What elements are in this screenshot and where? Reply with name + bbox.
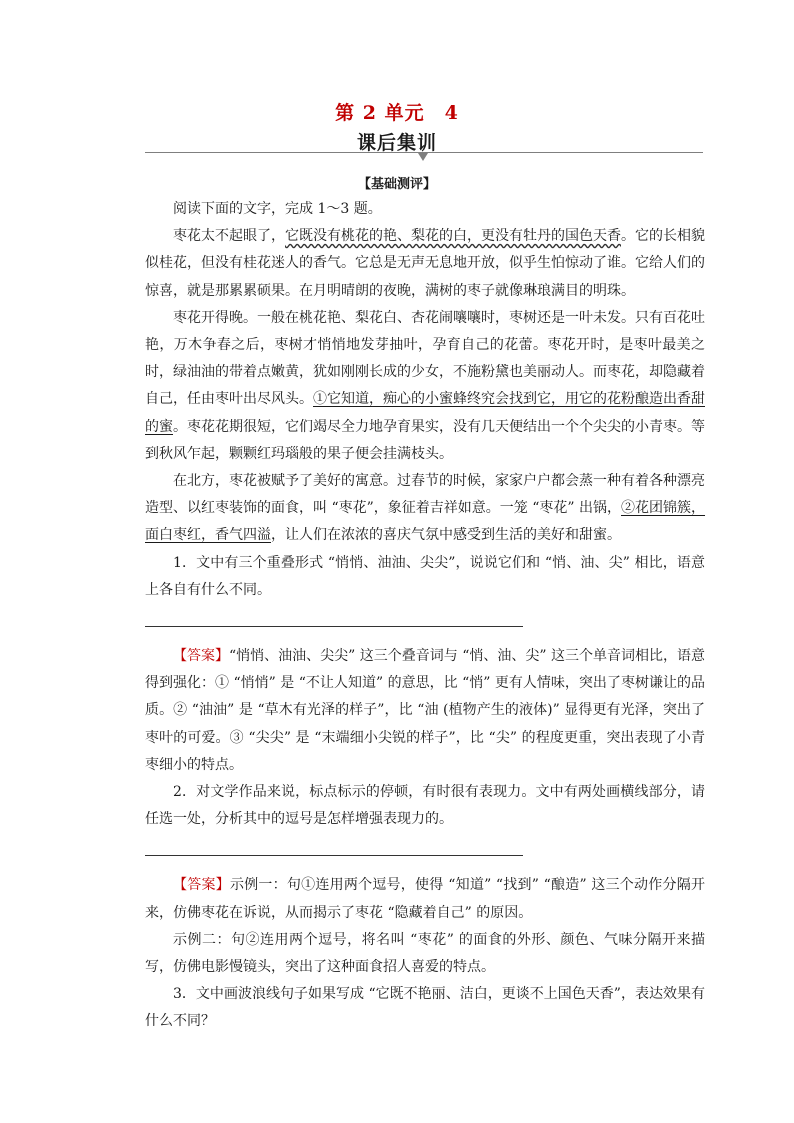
paragraph-text: 枣花太不起眼了， [173, 228, 285, 245]
paragraph-text: 。枣花花期很短，它们竭尽全力地孕育果实，没有几天便结出一个个尖尖的小青枣。等到秋风乍起，颗颗红玛瑙般的果子便会挂满枝头。 [145, 418, 705, 462]
question-2: 2．对文学作品来说，标点标示的停顿，有时很有表现力。文中有两处画横线部分，请任选一处，分析其中的逗号是怎样增强表现力的。 [145, 784, 705, 828]
answer-tag: 【答案】 [173, 648, 230, 665]
reading-intro: 阅读下面的文字，完成 1～3 题。 [173, 201, 382, 217]
paragraph-text: 枣花开得晚。一般在桃花艳、梨花白、杏花闹嚷嚷时，枣树还是一叶未发。只有百花吐艳，万木争春之后，枣树才悄悄地发芽抽叶，孕育自己的花蕾。枣花开时，是枣叶最美之时，绿油油的带着点嫩黄，犹如刚刚长成的少女，不施粉黛也美丽动人。而枣花，却隐藏着自己，任由枣叶出尽风头。 [145, 309, 705, 408]
answer-blank-line [145, 855, 523, 856]
reading-paragraph-2 [145, 305, 705, 468]
reading-paragraph-1 [145, 223, 705, 305]
subsection-heading: 【基础测评】 [357, 177, 436, 192]
answer-tag: 【答案】 [173, 877, 230, 894]
underlined-sentence-2: ②花团锦簇，面白枣红，香气四溢 [145, 500, 706, 544]
paragraph-text: 在北方，枣花被赋予了美好的寓意。过春节的时候，家家户户都会蒸一种有着各种漂亮造型、以红枣装饰的面食，叫 “枣花”，象征着吉祥如意。一笼 “枣花” 出锅， [145, 473, 705, 517]
answer-text: “悄悄、油油、尖尖” 这三个叠音词与 “悄、油、尖” 这三个单音词相比，语意得到强化：① “悄悄” 是 “不让人知道” 的意思，比 “悄” 更有人情味，突出了枣树谦让的品质。② “油油” 是 “草木有光泽的样子”，比 “油 (植物产生的液体)” 显得更有光泽，突出了枣叶的可爱。③ “尖尖” 是 “末端细小尖锐的样子”，比 “尖” 的程度更重，突出表现了小青枣细小的特点。 [145, 648, 706, 773]
wavy-underlined-sentence: 它既没有桃花的艳、梨花的白，更没有牡丹的国色天香 [285, 228, 621, 245]
document-body [145, 196, 705, 1036]
question-1: 1．文中有三个重叠形式 “悄悄、油油、尖尖”，说说它们和 “悄、油、尖” 相比，语意上各自有什么不同。 [145, 554, 705, 598]
question-3: 3．文中画波浪线句子如果写成 “它既不艳丽、洁白，更谈不上国色天香”，表达效果有什么不同？ [145, 986, 705, 1030]
answer-2-example-1 [145, 872, 705, 926]
reading-paragraph-3 [145, 468, 705, 550]
paragraph-text: ，让人们在浓浓的喜庆气氛中感受到生活的美好和甜蜜。 [271, 527, 621, 544]
answer-text: 示例一：句①连用两个逗号，使得 “知道” “找到” “酿造” 这三个动作分隔开来，仿佛枣花在诉说，从而揭示了枣花 “隐藏着自己” 的原因。 [145, 877, 705, 921]
section-title: 课后集训 [356, 132, 437, 154]
answer-2-example-2: 示例二：句②连用两个逗号，将名叫 “枣花” 的面食的外形、颜色、气味分隔开来描写，仿佛电影慢镜头，突出了这种面食招人喜爱的特点。 [145, 931, 705, 976]
answer-1 [145, 643, 705, 779]
paragraph-text: 。它的长相貌似桂花，但没有桂花迷人的香气。它总是无声无息地开放，似乎生怕惊动了谁。它给人们的惊喜，就是那累累硕果。在月明晴朗的夜晚，满树的枣子就像琳琅满目的明珠。 [145, 228, 705, 299]
answer-blank-line [145, 626, 523, 627]
unit-title: 第 2 单元 4 [335, 102, 459, 124]
triangle-down-icon [418, 153, 428, 161]
underlined-sentence-1: ①它知道，痴心的小蜜蜂终究会找到它，用它的花粉酿造出香甜的蜜 [145, 391, 705, 435]
